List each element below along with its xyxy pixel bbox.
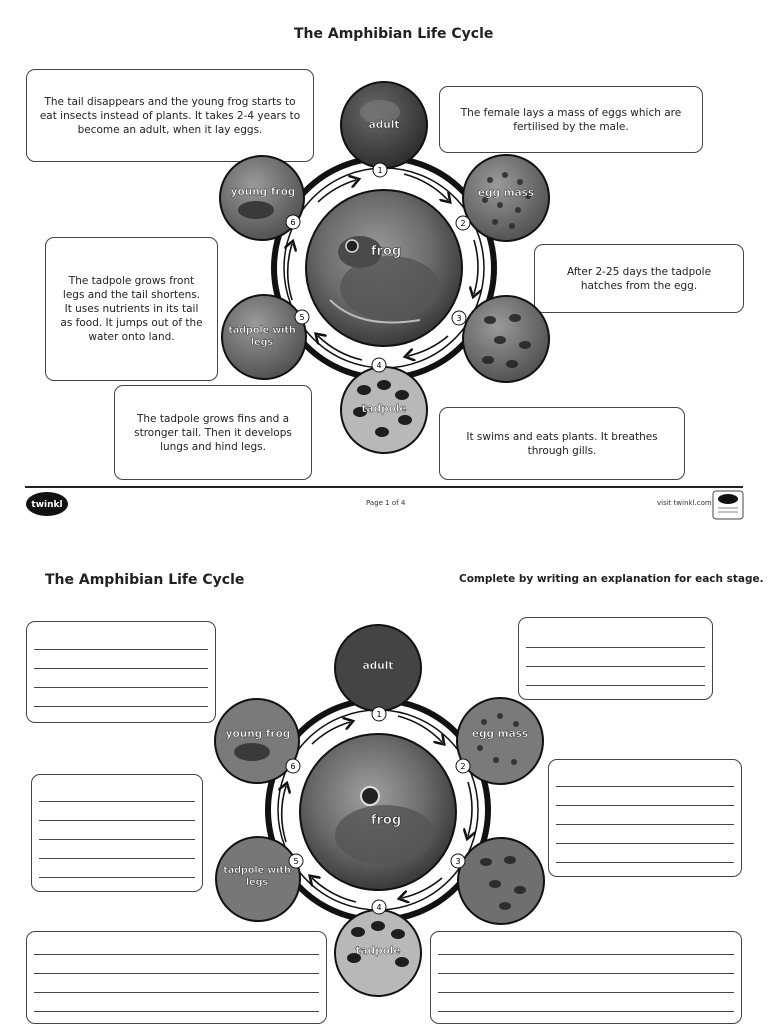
stage-young-frog-label-2: young frog xyxy=(225,728,291,740)
badge-2: 2 xyxy=(460,219,466,228)
badge2-1: 1 xyxy=(376,710,382,719)
badge2-2: 2 xyxy=(460,762,466,771)
life-cycle-diagram-1 xyxy=(0,0,768,490)
center-label-2: frog xyxy=(370,813,402,828)
desc-hatch-text: After 2-25 days the tadpole hatches from the egg. xyxy=(566,265,712,292)
badge2-3: 3 xyxy=(455,857,461,866)
badge2-4: 4 xyxy=(376,903,382,912)
life-cycle-diagram-2 xyxy=(0,600,768,1024)
desc-fins-text: The tadpole grows fins and a stronger tail. Then it develops lungs and hind legs. xyxy=(134,412,292,453)
desc-legs-text: The tadpole grows front legs and the tail shortens. It uses nutrients in its tail as food. It jumps out of the water onto land. xyxy=(60,275,203,343)
stage-adult-label: adult xyxy=(368,119,400,131)
badge-5: 5 xyxy=(299,313,305,322)
desc-eggs-text: The female lays a mass of eggs which are fertilised by the male. xyxy=(460,106,682,133)
stage-egg-mass-label-2: egg mass xyxy=(471,728,529,740)
desc-swims-text: It swims and eats plants. It breathes through gills. xyxy=(466,430,658,457)
center-frog-photo-2 xyxy=(300,734,456,890)
page1-title: The Amphibian Life Cycle xyxy=(294,26,494,42)
page-number: Page 1 of 4 xyxy=(366,499,406,507)
twinkl-logo-text: twinkl xyxy=(31,500,63,510)
stage-egg-mass-label: egg mass xyxy=(477,187,535,199)
arrow-2-3 xyxy=(474,240,478,294)
badge2-6: 6 xyxy=(290,762,296,771)
stage-adult-label-2: adult xyxy=(362,660,394,672)
page2-title: The Amphibian Life Cycle xyxy=(45,572,245,588)
visit-link[interactable]: visit twinkl.com xyxy=(657,499,712,507)
twinkl-logo xyxy=(25,490,69,518)
page2-instruction: Complete by writing an explanation for each stage. xyxy=(459,573,764,585)
badge-6: 6 xyxy=(290,218,296,227)
stage-hatching-photo xyxy=(463,296,549,382)
badge-4: 4 xyxy=(376,361,382,370)
stage-tadpole-label: tadpole xyxy=(361,403,407,415)
center-label: frog xyxy=(370,244,402,259)
badge-3: 3 xyxy=(456,314,462,323)
stage-tadpole-label-2: tadpole xyxy=(355,945,401,957)
badge2-5: 5 xyxy=(293,857,299,866)
arrow-5-6 xyxy=(288,244,292,300)
quality-badge-icon xyxy=(712,490,744,520)
badge-1: 1 xyxy=(377,166,383,175)
footer-rule xyxy=(25,486,743,488)
center-frog-photo xyxy=(306,190,462,346)
stage-tadpole-legs-label: tadpole with legs xyxy=(228,325,296,348)
stage-tadpole-legs-label-2: tadpole with legs xyxy=(223,865,291,888)
stage-young-frog-label: young frog xyxy=(230,186,296,198)
desc-adult-text: The tail disappears and the young frog starts to eat insects instead of plants. It takes 2-4 years to become an adult, when it lay eggs. xyxy=(39,95,301,136)
